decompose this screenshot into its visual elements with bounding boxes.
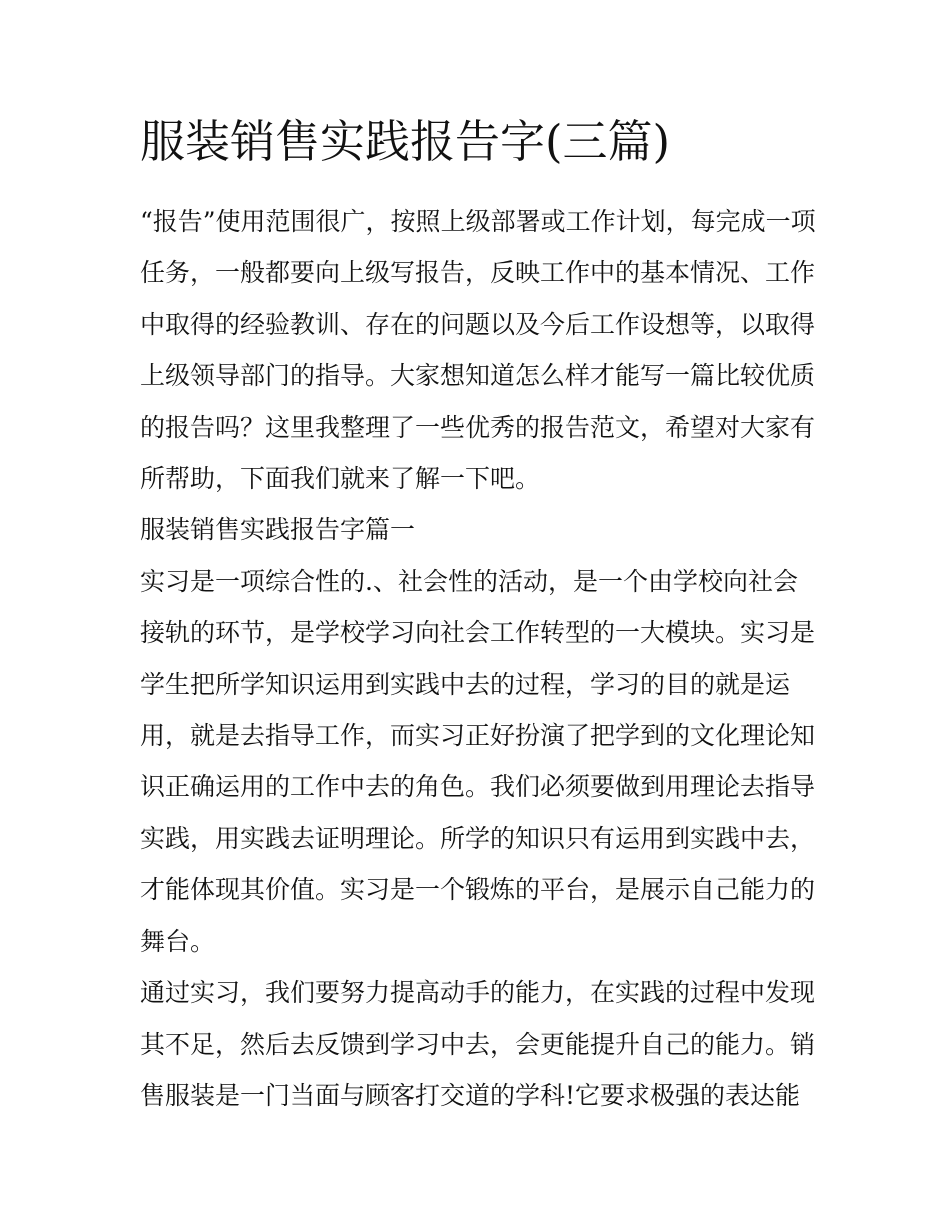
text-line: 接轨的环节，是学校学习向社会工作转型的一大模块。实习是: [140, 618, 816, 648]
text-line: 舞台。: [140, 926, 216, 956]
text-line: 服装销售实践报告字篇一: [140, 515, 416, 545]
text-line: 才能体现其价值。实习是一个锻炼的平台，是展示自己能力的: [140, 875, 816, 905]
text-line: 所帮助，下面我们就来了解一下吧。: [140, 464, 541, 494]
text-line: 通过实习，我们要努力提高动手的能力，在实践的过程中发现: [140, 978, 816, 1008]
text-line: 上级领导部门的指导。大家想知道怎么样才能写一篇比较优质: [140, 361, 816, 391]
text-line: 中取得的经验教训、存在的问题以及今后工作设想等，以取得: [140, 309, 816, 339]
text-line: 售服装是一门当面与顾客打交道的学科!它要求极强的表达能: [140, 1080, 801, 1110]
body-paragraph: [140, 967, 820, 1121]
text-line: 实践，用实践去证明理论。所学的知识只有运用到实践中去，: [140, 823, 816, 853]
document-body: [140, 196, 820, 1121]
text-line: 学生把所学知识运用到实践中去的过程，学习的目的就是运: [140, 669, 791, 699]
text-line: 用，就是去指导工作，而实习正好扮演了把学到的文化理论知: [140, 721, 816, 751]
text-line: 任务，一般都要向上级写报告，反映工作中的基本情况、工作: [140, 258, 816, 288]
intro-paragraph: [140, 196, 820, 504]
text-line: 的报告吗？这里我整理了一些优秀的报告范文，希望对大家有: [140, 412, 816, 442]
section-heading: [140, 504, 820, 555]
text-line: 实习是一项综合性的.、社会性的活动，是一个由学校向社会: [140, 566, 798, 596]
text-line: 其不足，然后去反馈到学习中去，会更能提升自己的能力。销: [140, 1029, 816, 1059]
document-title: 服装销售实践报告字(三篇): [140, 115, 671, 168]
text-line: 识正确运用的工作中去的角色。我们必须要做到用理论去指导: [140, 772, 816, 802]
text-line: “报告”使用范围很广，按照上级部署或工作计划，每完成一项: [140, 207, 816, 236]
body-paragraph: [140, 556, 820, 967]
